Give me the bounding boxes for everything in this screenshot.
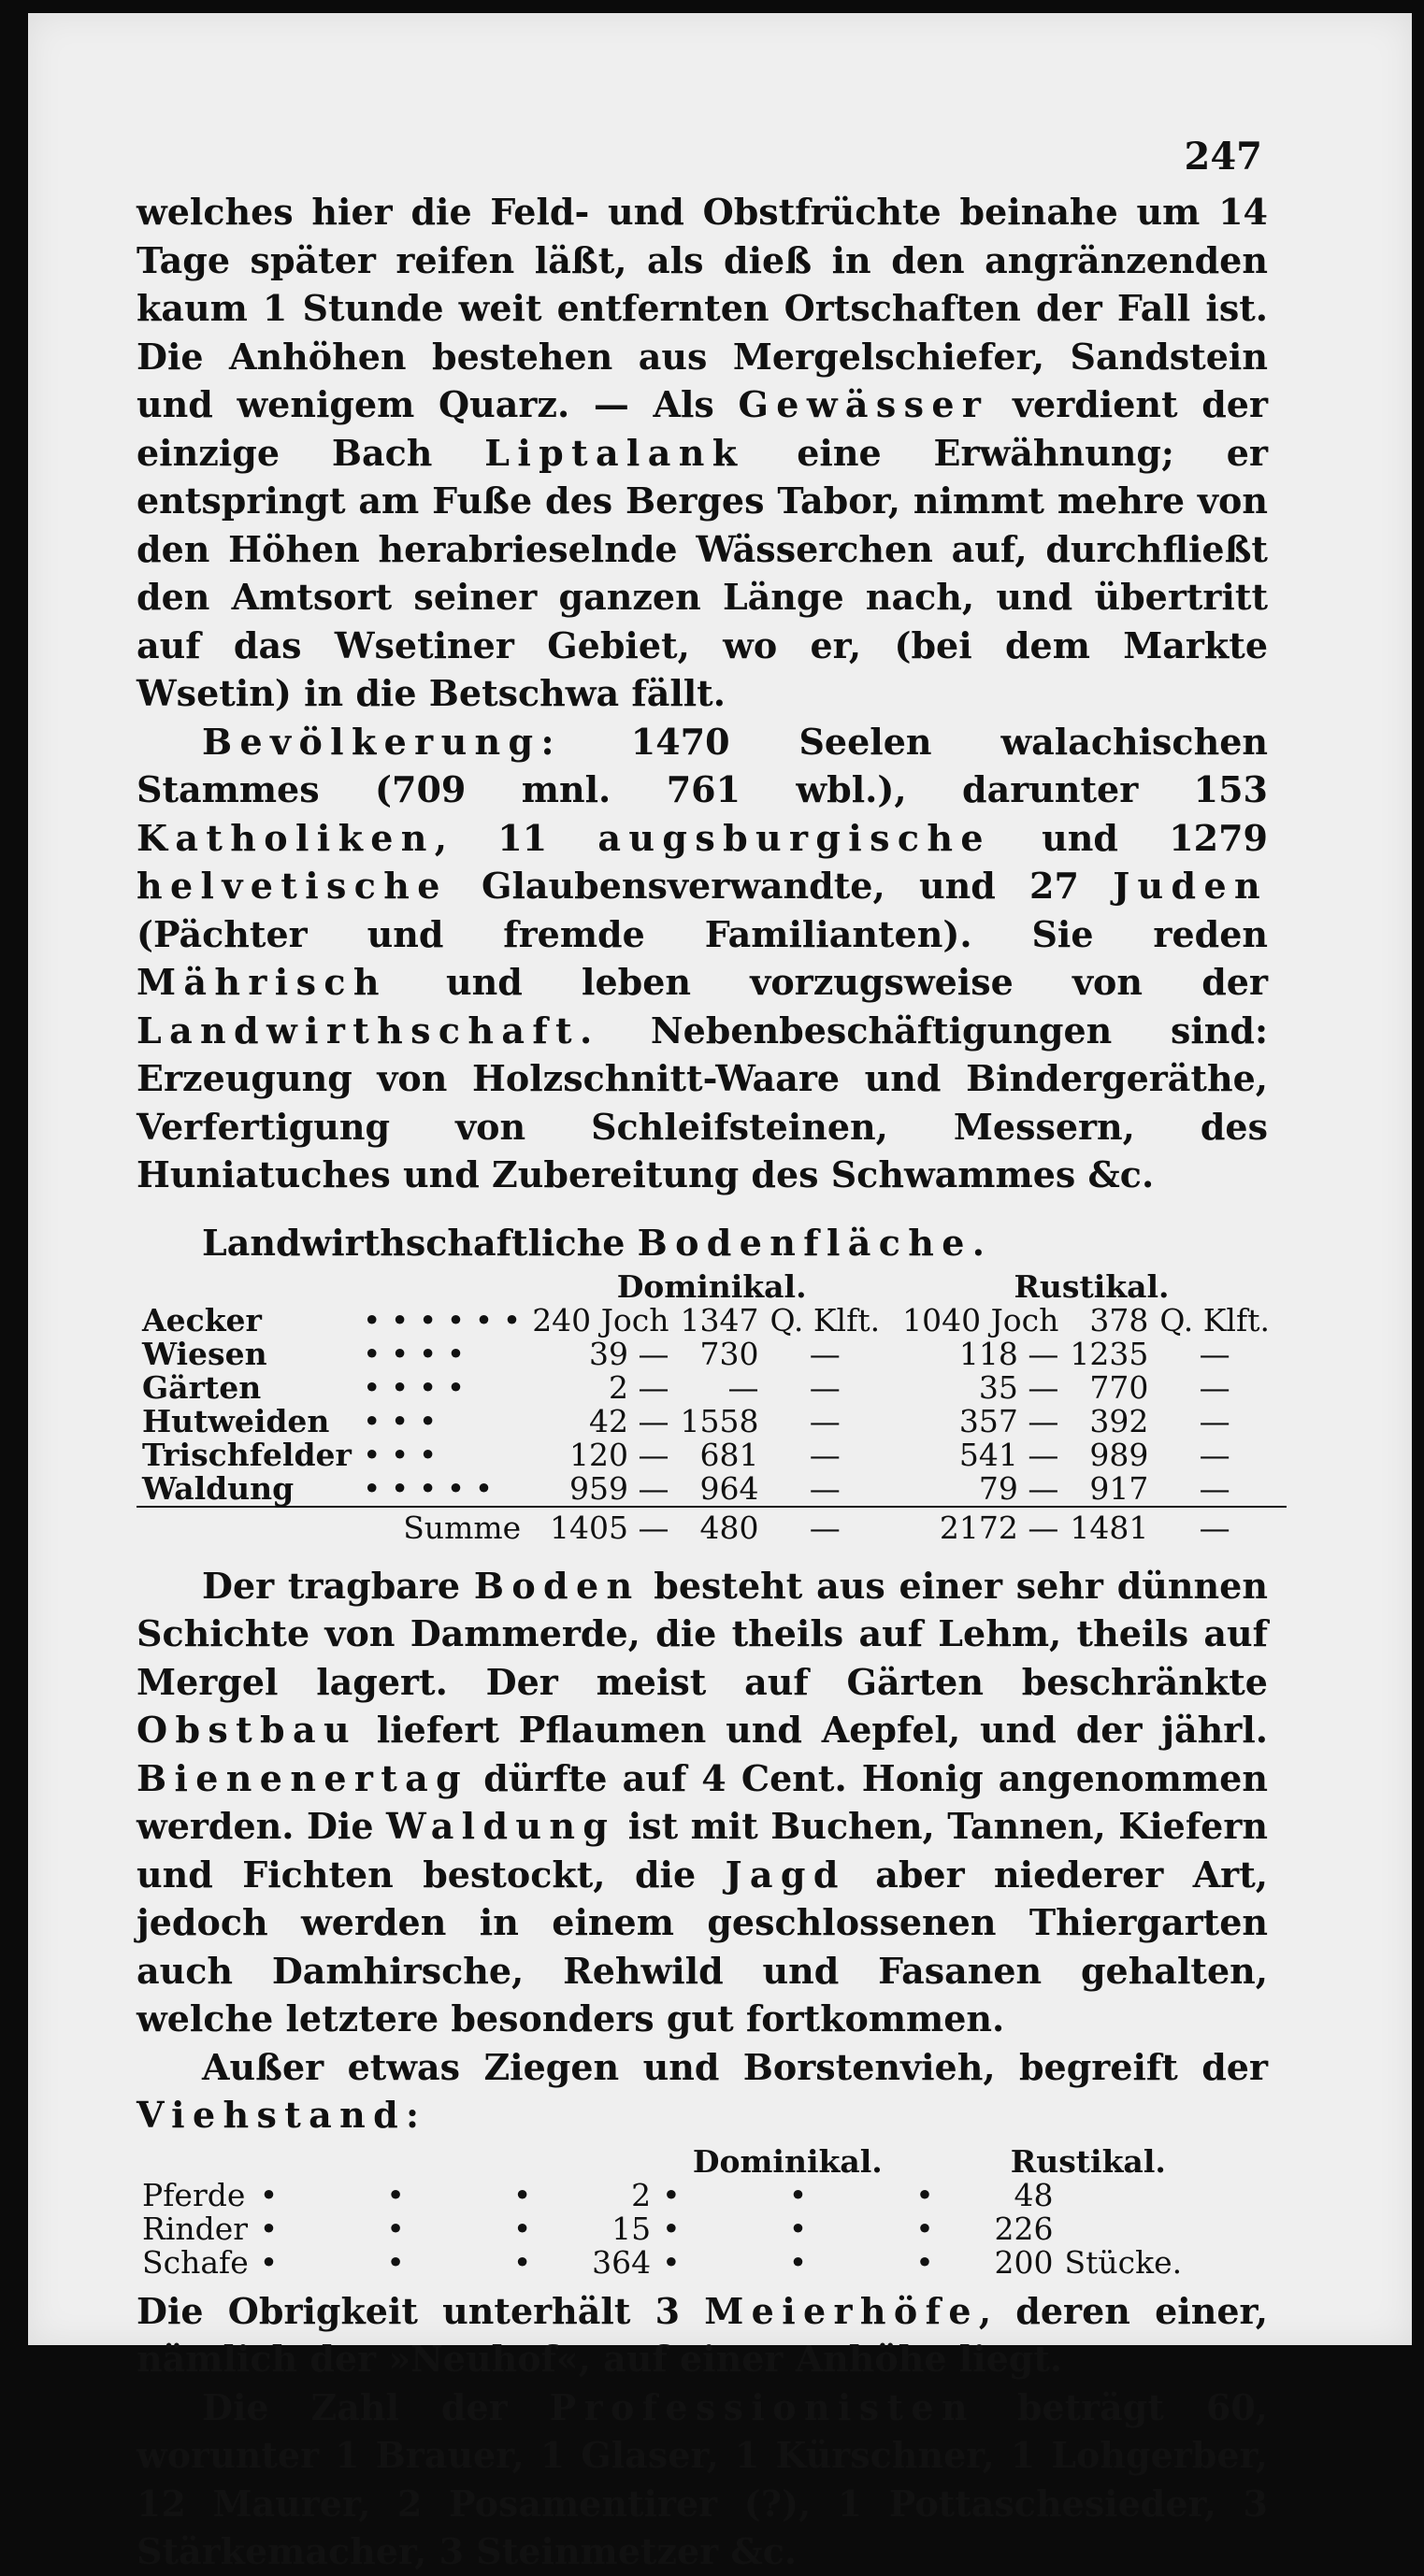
sum-rus-klft: 1481 [1064,1507,1154,1549]
row-label: Hutweiden [142,1402,330,1439]
emphasis-professionisten: Professionisten [549,2385,975,2428]
dash: — [1199,1436,1230,1473]
cell-rus-klft: 378 [1089,1301,1149,1338]
dash: — [1199,1335,1230,1372]
row-label: Schafe [142,2243,249,2281]
livestock-table [137,2142,1187,2281]
cell-unit [1059,2179,1188,2212]
cell-dom-joch: 39 — [589,1335,669,1372]
row-label: Rinder [142,2210,249,2247]
text-run: (Pächter und fremde Familianten). Sie reden [137,912,1268,955]
emphasis-liptalank: Liptalank [484,431,745,474]
cell-dom-klft: — [727,1368,759,1406]
sum-label: Summe [357,1507,526,1549]
emphasis-katholiken: Katholiken [137,816,435,859]
row-dots: • • • • • • [362,1301,522,1338]
table-row [137,2212,1187,2246]
cell-unit: Stücke. [1064,2243,1183,2281]
cell-dom-klft: 1347 [680,1301,759,1338]
cell-unit [1059,2212,1188,2246]
dash: — [1199,1402,1230,1439]
row-dots: • • • [662,2210,984,2247]
page-number: 247 [1184,135,1262,179]
dash: — [765,1507,886,1549]
table-row [137,1371,1287,1405]
emphasis-boden: Boden [473,1564,640,1607]
cell-dom-klft: 964 [699,1469,759,1507]
cell-rus: 200 [994,2243,1054,2281]
cell-rus: 226 [994,2210,1054,2247]
emphasis-landwirthschaft: Landwirthschaft [137,1009,580,1052]
cell-rus-klft: 392 [1089,1402,1149,1439]
dash: — [1154,1507,1275,1549]
emphasis-bevoelkerung: Bevölkerung: [202,720,562,763]
unit-joch: Joch [600,1301,669,1338]
row-label: Trischfelder [142,1436,352,1473]
text-run: eine Erwähnung; er entspringt am Fuße des Berges Tabor, nimmt mehre von den Höhen herabrieselnde Wässerchen auf, durchfließt den Amtsort seiner ganzen Länge nach, und übertritt auf das Wsetiner Gebiet, wo er, (bei dem Markte Wsetin) in die Betschwa fällt. [137,431,1269,714]
cell-rus-joch: 1040 Joch [902,1301,1059,1338]
row-dots: • • • [662,2243,984,2281]
cell-dom-klft: 681 [699,1436,759,1473]
table-row [137,1472,1287,1507]
text-run: und 1279 [990,816,1268,859]
cell-rus-joch: 35 — [978,1368,1059,1406]
paragraph-terrain [137,188,1268,718]
text-run: Außer etwas Ziegen und Borstenvieh, begreift der [202,2045,1268,2088]
cell-rus-joch: 118 — [958,1335,1059,1372]
emphasis-gewaesser: Gewässer [738,383,989,425]
table-row [137,1405,1287,1438]
emphasis-bienenertag: Bienenertag [137,1756,469,1799]
dash: — [809,1368,841,1406]
text-run: und leben vorzugsweise von der [386,961,1268,1003]
table-row [137,1304,1287,1338]
text-run: 1470 Seelen walachischen Stammes (709 mnl. 761 wbl.), darunter 153 [137,720,1268,810]
row-label: Gärten [142,1368,262,1406]
cell-dom-klft: 1558 [680,1402,759,1439]
paragraph-population [137,718,1268,1199]
row-dots: • • • [259,2210,582,2247]
dash: — [809,1436,841,1473]
table-row [137,2179,1187,2212]
text-run: aber niederer Art, jedoch werden in einem geschlossenen Thiergarten auch Damhirsche, Rehwild und Fasanen gehalten, welche letztere besonders gut fortkommen. [137,1853,1268,2039]
text-run: liefert Pflaumen und Aepfel, und der jährl. [356,1709,1268,1751]
row-dots: • • • • [362,1335,466,1372]
table-row [137,1338,1287,1371]
cell-dom: 2 [631,2176,652,2213]
text-run: Die Zahl der [202,2385,550,2428]
row-dots: • • • • [362,1368,466,1406]
sum-dom-joch: 1405 — [526,1507,674,1549]
unit-klft: Q. Klft. [770,1301,881,1338]
emphasis-juden: Juden [1113,865,1268,907]
text-run: Die Obrigkeit unterhält 3 [137,2289,705,2332]
paragraph-livestock [137,2043,1268,2140]
emphasis-viehstand: Viehstand: [137,2094,427,2136]
text-run: dürfte auf 4 Cent. Honig angenommen werden. Die [137,1756,1268,1847]
text-run: Der tragbare [202,1564,474,1607]
emphasis-maehrisch: Mährisch [137,961,387,1003]
sum-rus-joch: 2172 — [897,1507,1064,1549]
row-dots: • • • • • [362,1469,494,1507]
table-title-emphasis: Bodenfläche. [637,1221,993,1264]
table-row [137,2246,1187,2280]
cell-dom-joch: 240 Joch [532,1301,669,1338]
text-run: . Nebenbeschäftigungen sind: Erzeugung von Holzschnitt-Waare und Bindergeräthe, Verfertigung von Schleifsteinen, Messern, des Huniatuches und Zubereitung des Schwammes &c. [137,1009,1268,1195]
row-dots: • • • [362,1402,438,1439]
row-label: Wiesen [142,1335,267,1372]
unit-klft: Q. Klft. [1159,1301,1270,1338]
emphasis-augsburgische: augsburgische [597,816,991,859]
unit-joch: Joch [990,1301,1059,1338]
dash: — [1199,1368,1230,1406]
page-content [137,116,1268,2576]
row-dots: • • • [662,2176,984,2213]
cell-dom-joch: 42 — [589,1402,669,1439]
paragraph-trades [137,2383,1268,2576]
text-run: Glaubensverwandte, und 27 [447,865,1114,907]
table-group-header [137,1270,1287,1304]
cell-rus-joch: 357 — [958,1402,1059,1439]
text-run: verdient der einzige Bach [137,383,1268,474]
cell-rus-klft: 989 [1089,1436,1149,1473]
paragraph-soil [137,1562,1268,2043]
text-run: besteht aus einer sehr dünnen Schichte von Dammerde, die theils auf Lehm, theils auf Mergel lagert. Der meist auf Gärten beschränkte [137,1564,1268,1703]
sum-dom-klft: 480 [675,1507,765,1549]
land-table-title [202,1220,1268,1267]
text-run: , deren einer, nämlich der »Neuhof«, auf einer Anhöhe liegt. [137,2289,1268,2380]
cell-dom: 364 [592,2243,652,2281]
cell-rus-klft: 917 [1089,1469,1149,1507]
table-group-header [137,2145,1187,2179]
header-rustikal: Rustikal. [1014,1267,1170,1305]
text-run: beträgt 60, worunter 1 Brauer, 1 Glaser, 1 Kürschner, 1 Lohgerber, 12 Maurer, 2 Posamentirer (?), 1 Pottaschesieder, 3 Stärkemacher, 3 Steinmetzer &c. [137,2385,1268,2572]
emphasis-helvetische: helvetische [137,865,448,907]
dash: — [1199,1469,1230,1507]
row-label: Aecker [142,1301,262,1338]
row-label: Waldung [142,1469,295,1507]
row-dots: • • • [259,2176,582,2213]
text-run: , 11 [434,816,598,859]
cell-rus: 48 [1014,2176,1054,2213]
cell-dom-joch: 959 — [569,1469,669,1507]
cell-dom: 15 [611,2210,652,2247]
table-sum-row [137,1507,1287,1549]
header-dominikal: Dominikal. [692,2142,883,2180]
cell-dom-joch: 120 — [569,1436,669,1473]
cell-dom-joch: 2 — [609,1368,669,1406]
text-run: ist mit Buchen, Tannen, Kiefern und Fichten bestockt, die [137,1805,1269,1896]
header-rustikal: Rustikal. [1010,2142,1166,2180]
header-dominikal: Dominikal. [616,1267,807,1305]
table-title-text: Landwirthschaftliche [202,1221,638,1264]
land-area-table [137,1267,1287,1549]
table-row [137,1438,1287,1472]
emphasis-waldung: Waldung [385,1805,616,1847]
cell-dom-klft: 730 [699,1335,759,1372]
cell-rus-klft: 1235 [1070,1335,1149,1372]
row-dots: • • • [259,2243,582,2281]
cell-rus-klft: 770 [1089,1368,1149,1406]
emphasis-jagd: Jagd [725,1853,846,1896]
row-dots: • • • [362,1436,438,1473]
cell-rus-joch: 541 — [958,1436,1059,1473]
dash: — [809,1335,841,1372]
emphasis-meierhoefe: Meierhöfe [704,2289,979,2332]
emphasis-obstbau: Obstbau [137,1709,357,1751]
text-run: welches hier die Feld- und Obstfrüchte beinahe um 14 Tage später reifen läßt, als dieß in den angränzenden kaum 1 Stunde weit entfernten Ortschaften der Fall ist. Die Anhöhen bestehen aus Mergelschiefer, Sandstein und wenigem Quarz. — Als [137,191,1268,425]
dash: — [809,1402,841,1439]
paragraph-manors [137,2287,1268,2383]
dash: — [809,1469,841,1507]
row-label: Pferde [142,2176,246,2213]
cell-rus-joch: 79 — [978,1469,1059,1507]
book-page [28,13,1412,2572]
